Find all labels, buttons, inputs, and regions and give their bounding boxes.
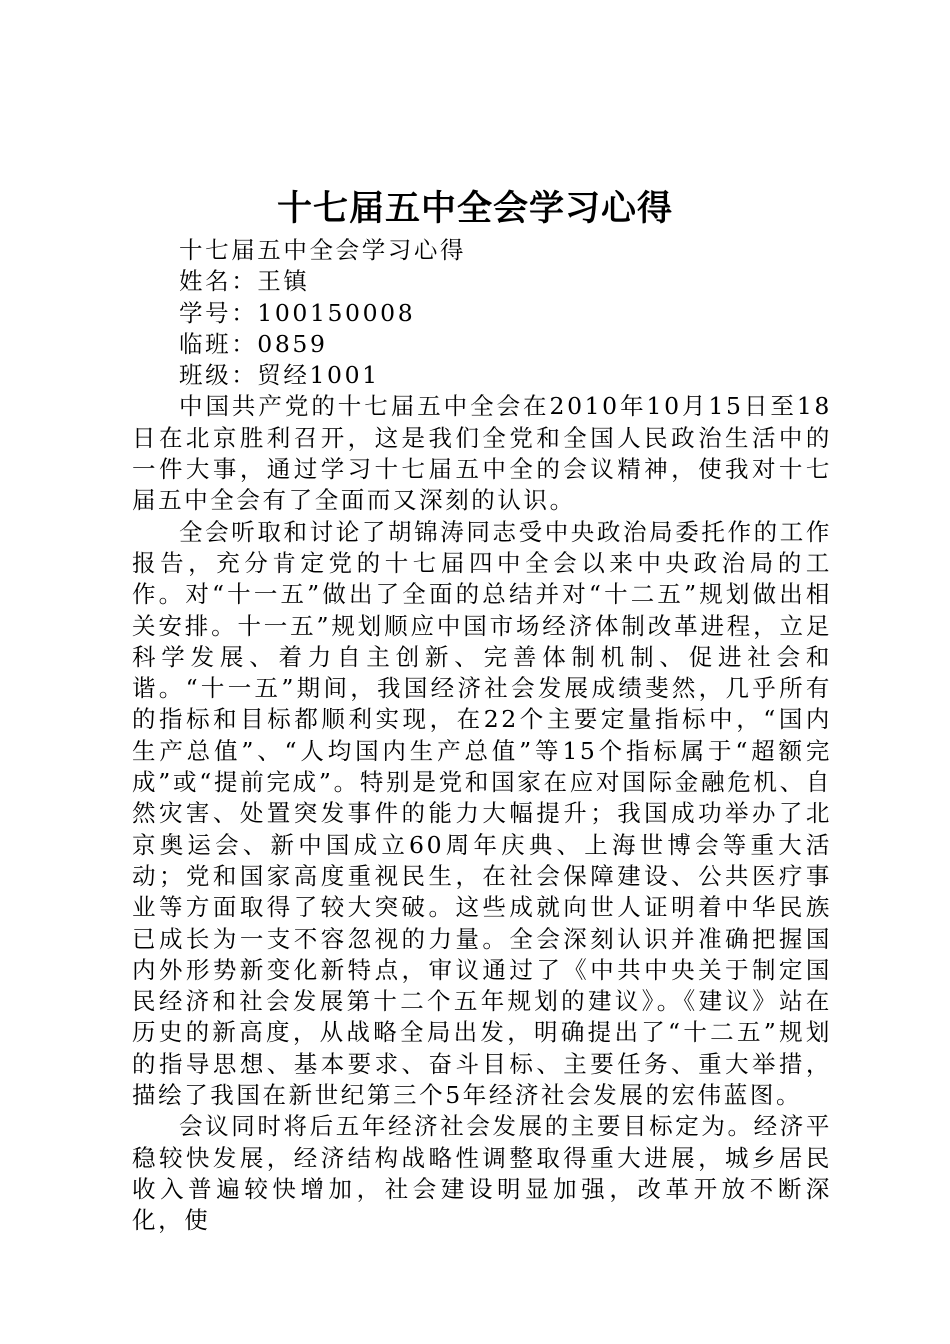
subtitle-line: 十七届五中全会学习心得 <box>179 236 467 264</box>
temp-class-line: 临班：0859 <box>179 329 328 358</box>
paragraph-intro: 中国共产党的十七届五中全会在2010年10月15日至18日在北京胜利召开，这是我们全党和全国人民政治生活中的一件大事，通过学习十七届五中全的会议精神，使我对十七届五中全会有了全面而又深刻的认识。 <box>132 392 832 515</box>
student-id-line: 学号：100150008 <box>179 298 416 327</box>
document-title: 十七届五中全会学习心得 <box>276 188 673 229</box>
paragraph-goals: 会议同时将后五年经济社会发展的主要目标定为。经济平稳较快发展，经济结构战略性调整取得重大进展，城乡居民收入普遍较快增加，社会建设明显加强，改革开放不断深化，使 <box>132 1112 832 1235</box>
document-body <box>132 235 832 1237</box>
paragraph-report: 全会听取和讨论了胡锦涛同志受中央政治局委托作的工作报告，充分肯定党的十七届四中全会以来中央政治局的工作。对“十一五”做出了全面的总结并对“十二五”规划做出相关安排。十一五”规划顺应中国市场经济体制改革进程，立足科学发展、着力自主创新、完善体制机制、促进社会和谐。“十一五”期间，我国经济社会发展成绩斐然，几乎所有的指标和目标都顺利实现，在22个主要定量指标中，“国内生产总值”、“人均国内生产总值”等15个指标属于“超额完成”或“提前完成”。特别是党和国家在应对国际金融危机、自然灾害、处置突发事件的能力大幅提升；我国成功举办了北京奥运会、新中国成立60周年庆典、上海世博会等重大活动；党和国家高度重视民生，在社会保障建设、公共医疗事业等方面取得了较大突破。这些成就向世人证明着中华民族已成长为一支不容忽视的力量。全会深刻认识并准确把握国内外形势新变化新特点，审议通过了《中共中央关于制定国民经济和社会发展第十二个五年规划的建议》。《建议》站在历史的新高度，从战略全局出发，明确提出了“十二五”规划的指导思想、基本要求、奋斗目标、主要任务、重大举措，描绘了我国在新世纪第三个5年经济社会发展的宏伟蓝图。 <box>132 517 832 1110</box>
class-line: 班级：贸经1001 <box>179 361 380 390</box>
name-line: 姓名：王镇 <box>179 267 310 296</box>
